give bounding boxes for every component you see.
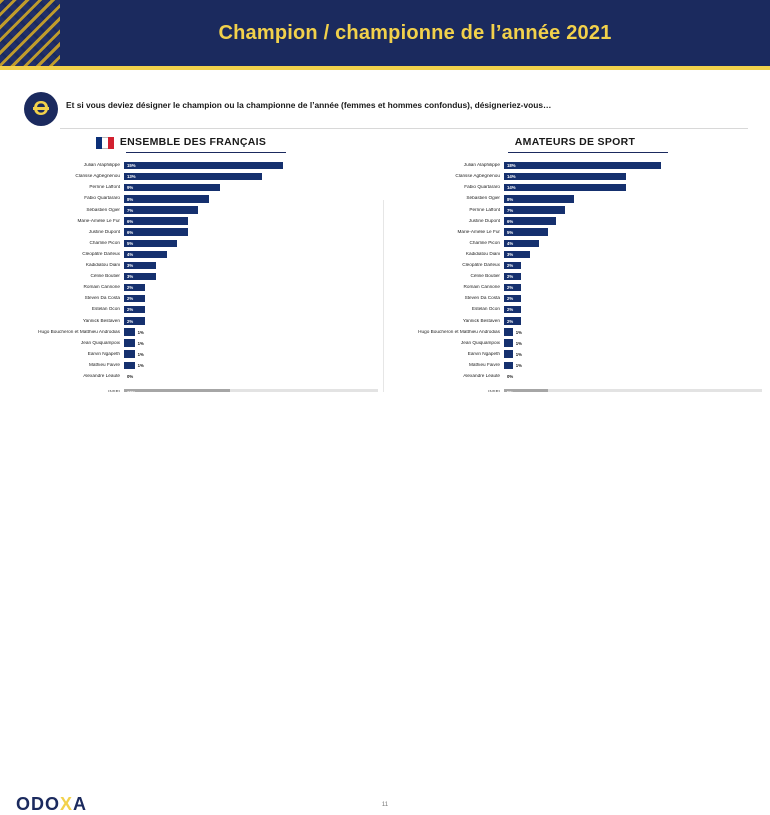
bar-track: [504, 251, 762, 258]
bar-row: [388, 326, 762, 337]
bar-row-label: Mathieu Faivre: [468, 362, 500, 367]
bar-value-label: 2%: [127, 296, 134, 302]
bar-value-label: 1%: [137, 340, 144, 346]
bar-row-label: Clarisse Agbégnénou: [455, 174, 500, 179]
bar-row: [388, 349, 762, 360]
bar-row: [8, 227, 378, 238]
bar-track: [504, 195, 762, 202]
bar-value-label: 1%: [515, 362, 522, 368]
bar-value-label: 1%: [137, 329, 144, 335]
bar-row: [8, 171, 378, 182]
bar-value-label: 5%: [127, 240, 134, 246]
bar-row-label: Julian Alaphilippe: [83, 163, 120, 168]
bar-track: [504, 228, 762, 235]
bar-row-label: Steven Da Costa: [464, 296, 500, 301]
bar-row-label: Estelan Ocon: [91, 307, 120, 312]
bar-row: [8, 349, 378, 360]
bar-value-label: 3%: [507, 251, 514, 257]
bar-row-label: Fabio Quartararo: [464, 185, 500, 190]
bar-row-label: Fabio Quartararo: [84, 196, 120, 201]
bar-value-label: 8%: [127, 196, 134, 202]
bar-value-label: 14%: [507, 174, 516, 180]
bar-track: [124, 339, 378, 346]
chart-title-underline: [508, 152, 668, 153]
bar-row-label: Romain Cannone: [463, 285, 500, 290]
bar-row-label: Justine Dupont: [88, 229, 120, 234]
bar-row: [8, 238, 378, 249]
bar-row-label: Jean Quiquampoix: [460, 340, 500, 345]
bar-track: [124, 373, 378, 380]
bar-row: [388, 338, 762, 349]
odoxa-mark-bar: [33, 107, 49, 110]
bar-track: [504, 273, 762, 280]
bar-row-label: Alexandre Léauté: [83, 373, 120, 378]
bar-row: [8, 271, 378, 282]
bar-track: [504, 173, 762, 180]
bar-row: [388, 215, 762, 226]
bar-row: [8, 304, 378, 315]
bar-row-label: Earvin Ngapeth: [87, 351, 120, 356]
bar-row-label: Hugo Boucheron et Matthieu Androdias: [418, 329, 500, 334]
chart-panel-ensemble: [8, 136, 378, 382]
bar-track: [504, 184, 762, 191]
bar-row-label: Steven Da Costa: [84, 296, 120, 301]
bar-row: [388, 193, 762, 204]
bar-value-label: 1%: [515, 351, 522, 357]
bar-row-label: Charline Picon: [89, 240, 120, 245]
bar-row: [388, 204, 762, 215]
bar: [504, 339, 513, 346]
bar: [504, 184, 626, 191]
bar-value-label: 2%: [507, 307, 514, 313]
bar-value-label: 1%: [137, 351, 144, 357]
bar-row: [388, 260, 762, 271]
bar-track: [504, 373, 762, 380]
chart-header-ensemble: [8, 136, 378, 158]
bar: [504, 362, 513, 369]
bar-track: [504, 217, 762, 224]
bar-track: [124, 228, 378, 235]
bar-track: [504, 317, 762, 324]
bar-track: [504, 162, 762, 169]
bar-rows-amateurs: [388, 160, 762, 398]
bar-track: [504, 350, 762, 357]
bar-value-label: 2%: [507, 263, 514, 269]
bar-value-label: 3%: [127, 263, 134, 269]
bar-value-label: 2%: [507, 296, 514, 302]
bar-value-label: 5%: [507, 229, 514, 235]
bar-track: [124, 162, 378, 169]
bar-track: [124, 262, 378, 269]
bar-track: [124, 362, 378, 369]
bar-value-label: 2%: [127, 307, 134, 313]
bar-row-label: Estelan Ocon: [471, 307, 500, 312]
bar-track: [124, 306, 378, 313]
bar-value-label: 6%: [127, 229, 134, 235]
bar-row: [388, 360, 762, 371]
bar-value-label: 15%: [127, 163, 136, 169]
bar-row-label: Julian Alaphilippe: [463, 163, 500, 168]
bar: [124, 195, 209, 202]
bar-row: [388, 371, 762, 382]
bar-row-label: Cléopâtre Darleux: [82, 251, 120, 256]
slide-footer: [0, 392, 770, 814]
section-divider: [60, 128, 748, 129]
bar-row-label: Romain Cannone: [83, 285, 120, 290]
bar-row-label: Marie-Amélie Le Fur: [77, 218, 120, 223]
odoxa-mark-icon: [24, 92, 58, 126]
slide-body: [0, 70, 770, 392]
slide-header: [0, 0, 770, 66]
bar-row: [388, 304, 762, 315]
bar-row: [8, 360, 378, 371]
odoxa-logo-right: A: [73, 794, 88, 814]
bar-value-label: 1%: [137, 362, 144, 368]
bar-row: [8, 326, 378, 337]
bar-track: [124, 284, 378, 291]
bar-value-label: 6%: [127, 218, 134, 224]
bar: [124, 339, 135, 346]
bar-row: [8, 315, 378, 326]
bar-value-label: 2%: [507, 318, 514, 324]
odoxa-logo-x: X: [60, 794, 74, 814]
bar-value-label: 6%: [507, 218, 514, 224]
chart-header-amateurs: [388, 136, 762, 158]
bar-row-label: Earvin Ngapeth: [467, 351, 500, 356]
bar: [504, 350, 513, 357]
bar-row: [8, 293, 378, 304]
bar-row: [8, 249, 378, 260]
bar-value-label: 14%: [507, 185, 516, 191]
bar-row-label: Céline Boutier: [90, 274, 120, 279]
bar-track: [124, 173, 378, 180]
bar-value-label: 9%: [127, 185, 134, 191]
bar-row: [8, 371, 378, 382]
bar-track: [504, 206, 762, 213]
bar: [504, 162, 661, 169]
page-title: Champion / championne de l’année 2021: [218, 21, 612, 44]
bar-row-label: Perrine Laffont: [89, 185, 120, 190]
bar-row-label: Perrine Laffont: [469, 207, 500, 212]
bar-row: [8, 215, 378, 226]
bar-track: [504, 240, 762, 247]
bar-value-label: 3%: [127, 274, 134, 280]
bar-row: [388, 171, 762, 182]
bar-track: [124, 217, 378, 224]
bar-row-label: Cléopâtre Darleux: [462, 263, 500, 268]
bar-value-label: 7%: [127, 207, 134, 213]
survey-question: Et si vous deviez désigner le champion ou la championne de l’année (femmes et hommes confondus), désigneriez-vous…: [66, 100, 552, 110]
bar: [124, 362, 135, 369]
bar-row: [8, 282, 378, 293]
bar: [124, 184, 220, 191]
bar-value-label: 2%: [507, 285, 514, 291]
bar-row: [388, 238, 762, 249]
bar-row: [8, 338, 378, 349]
bar-value-label: 2%: [127, 285, 134, 291]
odoxa-logo-left: ODO: [16, 794, 61, 814]
bar-track: [124, 251, 378, 258]
bar-row-label: Alexandre Léauté: [463, 373, 500, 378]
bar-track: [504, 362, 762, 369]
bar-row: [8, 182, 378, 193]
bar-row: [388, 315, 762, 326]
bar-track: [124, 350, 378, 357]
bar-row: [388, 293, 762, 304]
bar-row: [388, 227, 762, 238]
bar: [124, 217, 188, 224]
bar-track: [124, 195, 378, 202]
bar-value-label: 18%: [507, 163, 516, 169]
bar-value-label: 1%: [515, 340, 522, 346]
bar-value-label: 1%: [515, 329, 522, 335]
bar-row-label: Sébastien Ogier: [86, 207, 120, 212]
bar: [504, 173, 626, 180]
bar-row-label: Jean Quiquampoix: [80, 340, 120, 345]
bar-value-label: 0%: [127, 374, 134, 380]
bar-row: [388, 271, 762, 282]
bar-track: [124, 273, 378, 280]
bar-row: [388, 282, 762, 293]
bar-value-label: 0%: [507, 374, 514, 380]
bar-row-label: Yannick Bestaven: [462, 318, 500, 323]
bar: [124, 206, 198, 213]
bar-track: [504, 262, 762, 269]
chart-title-underline: [126, 152, 286, 153]
bar-row-label: Yannick Bestaven: [82, 318, 120, 323]
panel-divider: [383, 200, 384, 396]
bar: [124, 328, 135, 335]
bar-row-label: Hugo Boucheron et Matthieu Androdias: [38, 329, 120, 334]
bar-track: [504, 284, 762, 291]
bar-track: [504, 328, 762, 335]
bar-track: [504, 295, 762, 302]
bar-track: [124, 317, 378, 324]
bar: [124, 228, 188, 235]
bar-track: [124, 206, 378, 213]
bar-track: [504, 339, 762, 346]
bar-track: [124, 240, 378, 247]
bar-row: [8, 260, 378, 271]
bar-row-label: Justine Dupont: [468, 218, 500, 223]
bar: [124, 173, 262, 180]
bar-row-label: Sébastien Ogier: [466, 196, 500, 201]
bar-row-label: Marie-Amélie Le Fur: [457, 229, 500, 234]
bar-row: [8, 193, 378, 204]
bar-row: [388, 160, 762, 171]
bar-row-label: Charline Picon: [469, 240, 500, 245]
bar-track: [504, 306, 762, 313]
bar-row: [388, 249, 762, 260]
bar-track: [124, 184, 378, 191]
header-pattern-decoration: [0, 0, 60, 66]
chart-panel-amateurs: [388, 136, 762, 382]
bar-row-label: Kadidiatou Diani: [85, 263, 120, 268]
bar-rows-ensemble: [8, 160, 378, 398]
bar-value-label: 4%: [127, 251, 134, 257]
bar-row: [8, 160, 378, 171]
bar: [124, 350, 135, 357]
chart-title-amateurs: AMATEURS DE SPORT: [514, 136, 636, 148]
bar-track: [124, 328, 378, 335]
bar-value-label: 13%: [127, 174, 136, 180]
bar-value-label: 2%: [127, 318, 134, 324]
bar: [124, 162, 283, 169]
bar-value-label: 7%: [507, 207, 514, 213]
bar-row: [8, 204, 378, 215]
bar-row-label: Céline Boutier: [470, 274, 500, 279]
bar-value-label: 2%: [507, 274, 514, 280]
bar-track: [124, 295, 378, 302]
bar: [504, 195, 574, 202]
bar-row-label: Mathieu Faivre: [88, 362, 120, 367]
chart-title-ensemble: ENSEMBLE DES FRANÇAIS: [119, 136, 267, 148]
bar-row: [388, 182, 762, 193]
bar-value-label: 8%: [507, 196, 514, 202]
bar-value-label: 4%: [507, 240, 514, 246]
page-number: 11: [381, 802, 389, 808]
bar-row-label: Kadidiatou Diani: [465, 251, 500, 256]
bar-row-label: Clarisse Agbégnénou: [75, 174, 120, 179]
bar: [504, 328, 513, 335]
